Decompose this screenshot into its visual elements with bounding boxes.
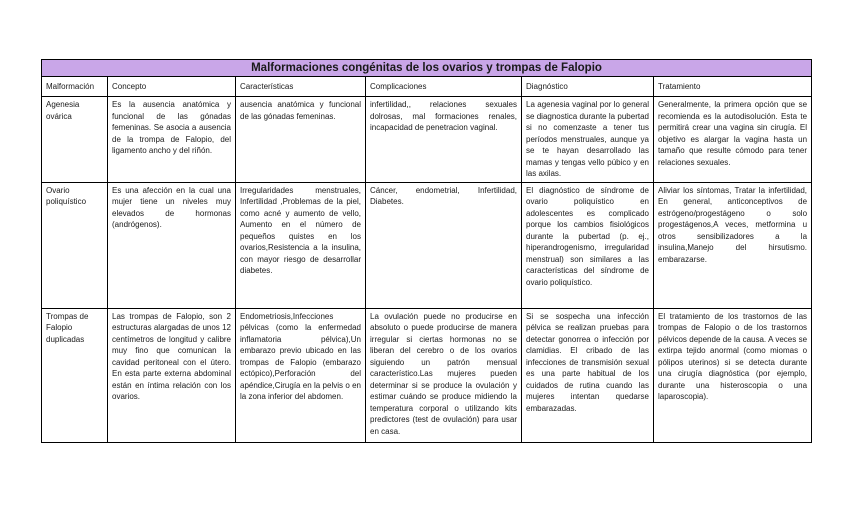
header-caracteristicas: Características	[236, 77, 366, 97]
cell-concepto: Es la ausencia anatómica y funcional de las gónadas femeninas. Se asocia a ausencia de la trompa de Falopio, del ligamento ancho y del riñón.	[108, 97, 236, 183]
header-tratamiento: Tratamiento	[654, 77, 812, 97]
cell-complicaciones: La ovulación puede no producirse en absoluto o puede producirse de manera irregular si ciertas hormonas no se liberan del cerebro o de los ovarios siguiendo un patrón mensual característico.Las mujeres pueden determinar si se produce la ovulación y estimar cuándo se produce midiendo la temperatura corporal o utilizando kits predictores (test de ovulación) para usar en casa.	[366, 308, 522, 442]
table-title: Malformaciones congénitas de los ovarios y trompas de Falopio	[42, 60, 812, 77]
cell-complicaciones: Cáncer, endometrial, Infertilidad, Diabetes.	[366, 182, 522, 308]
header-row	[42, 77, 812, 97]
cell-concepto: Es una afección en la cual una mujer tiene un niveles muy elevados de hormonas (andrógenos).	[108, 182, 236, 308]
cell-malformacion: Trompas de Falopio duplicadas	[42, 308, 108, 442]
cell-tratamiento: Aliviar los síntomas, Tratar la infertilidad, En general, anticonceptivos de estrógeno/progestágeno o solo progestágenos,A veces, metformina u otros sensibilizadores a la insulina,Manejo del hirsutismo. embarazarse.	[654, 182, 812, 308]
cell-caracteristicas: Irregularidades menstruales, Infertilidad ,Problemas de la piel, como acné y aumento de vello, Aumento en el número de pequeños quistes en los ovarios,Resistencia a la insulina, con mayor riesgo de desarrollar diabetes.	[236, 182, 366, 308]
cell-complicaciones: infertilidad,, relaciones sexuales dolrosas, mal formaciones renales, incapacidad de penetracion vaginal.	[366, 97, 522, 183]
table-row	[42, 308, 812, 442]
cell-concepto: Las trompas de Falopio, son 2 estructuras alargadas de unos 12 centímetros de longitud y calibre muy fino que comunican la cavidad peritoneal con el útero. En esta parte externa abdominal están en íntima relación con los ovarios.	[108, 308, 236, 442]
cell-caracteristicas: ausencia anatómica y funcional de las gónadas femeninas.	[236, 97, 366, 183]
cell-tratamiento: Generalmente, la primera opción que se recomienda es la autodisolución. Esta te permitirá crear una vagina sin cirugía. El objetivo es alargar la vagina hasta un tamaño que resulte cómodo para tener relaciones sexuales.	[654, 97, 812, 183]
cell-tratamiento: El tratamiento de los trastornos de las trompas de Falopio o de los trastornos pélvicos depende de la causa. A veces se extirpa tejido anormal (como miomas o pólipos uterinos) si se detecta durante una cirugía diagnóstica (por ejemplo, durante una histeroscopia o una laparoscopia).	[654, 308, 812, 442]
cell-diagnostico: El diagnóstico de síndrome de ovario poliquístico en adolescentes es complicado porque los cambios fisiológicos durante la pubertad (p. ej., hiperandrogenismo, irregularidad menstrual) son similares a las características del síndrome de ovario poliquístico.	[522, 182, 654, 308]
cell-caracteristicas: Endometriosis,Infecciones pélvicas (como la enfermedad inflamatoria pélvica),Un embarazo previo ubicado en las trompas de Falopio (embarazo ectópico),Perforación del apéndice,Cirugía en la pelvis o en la zona inferior del abdomen.	[236, 308, 366, 442]
cell-diagnostico: Si se sospecha una infección pélvica se realizan pruebas para detectar gonorrea o infección por clamidias. El cribado de las infecciones de transmisión sexual es una parte habitual de los cuidados de rutina cuando las mujeres intentan quedarse embarazadas.	[522, 308, 654, 442]
header-malformacion: Malformación	[42, 77, 108, 97]
document-page	[41, 59, 811, 443]
cell-malformacion: Agenesia ovárica	[42, 97, 108, 183]
cell-malformacion: Ovario poliquístico	[42, 182, 108, 308]
header-diagnostico: Diagnóstico	[522, 77, 654, 97]
table-row	[42, 97, 812, 183]
table-row	[42, 182, 812, 308]
malformations-table	[41, 59, 812, 443]
header-complicaciones: Complicaciones	[366, 77, 522, 97]
cell-diagnostico: La agenesia vaginal por lo general se diagnostica durante la pubertad si no comenzaste a tener tus períodos menstruales, aunque ya se te hayan desarrollado las mamas y tengas vello púbico y en las axilas.	[522, 97, 654, 183]
header-concepto: Concepto	[108, 77, 236, 97]
